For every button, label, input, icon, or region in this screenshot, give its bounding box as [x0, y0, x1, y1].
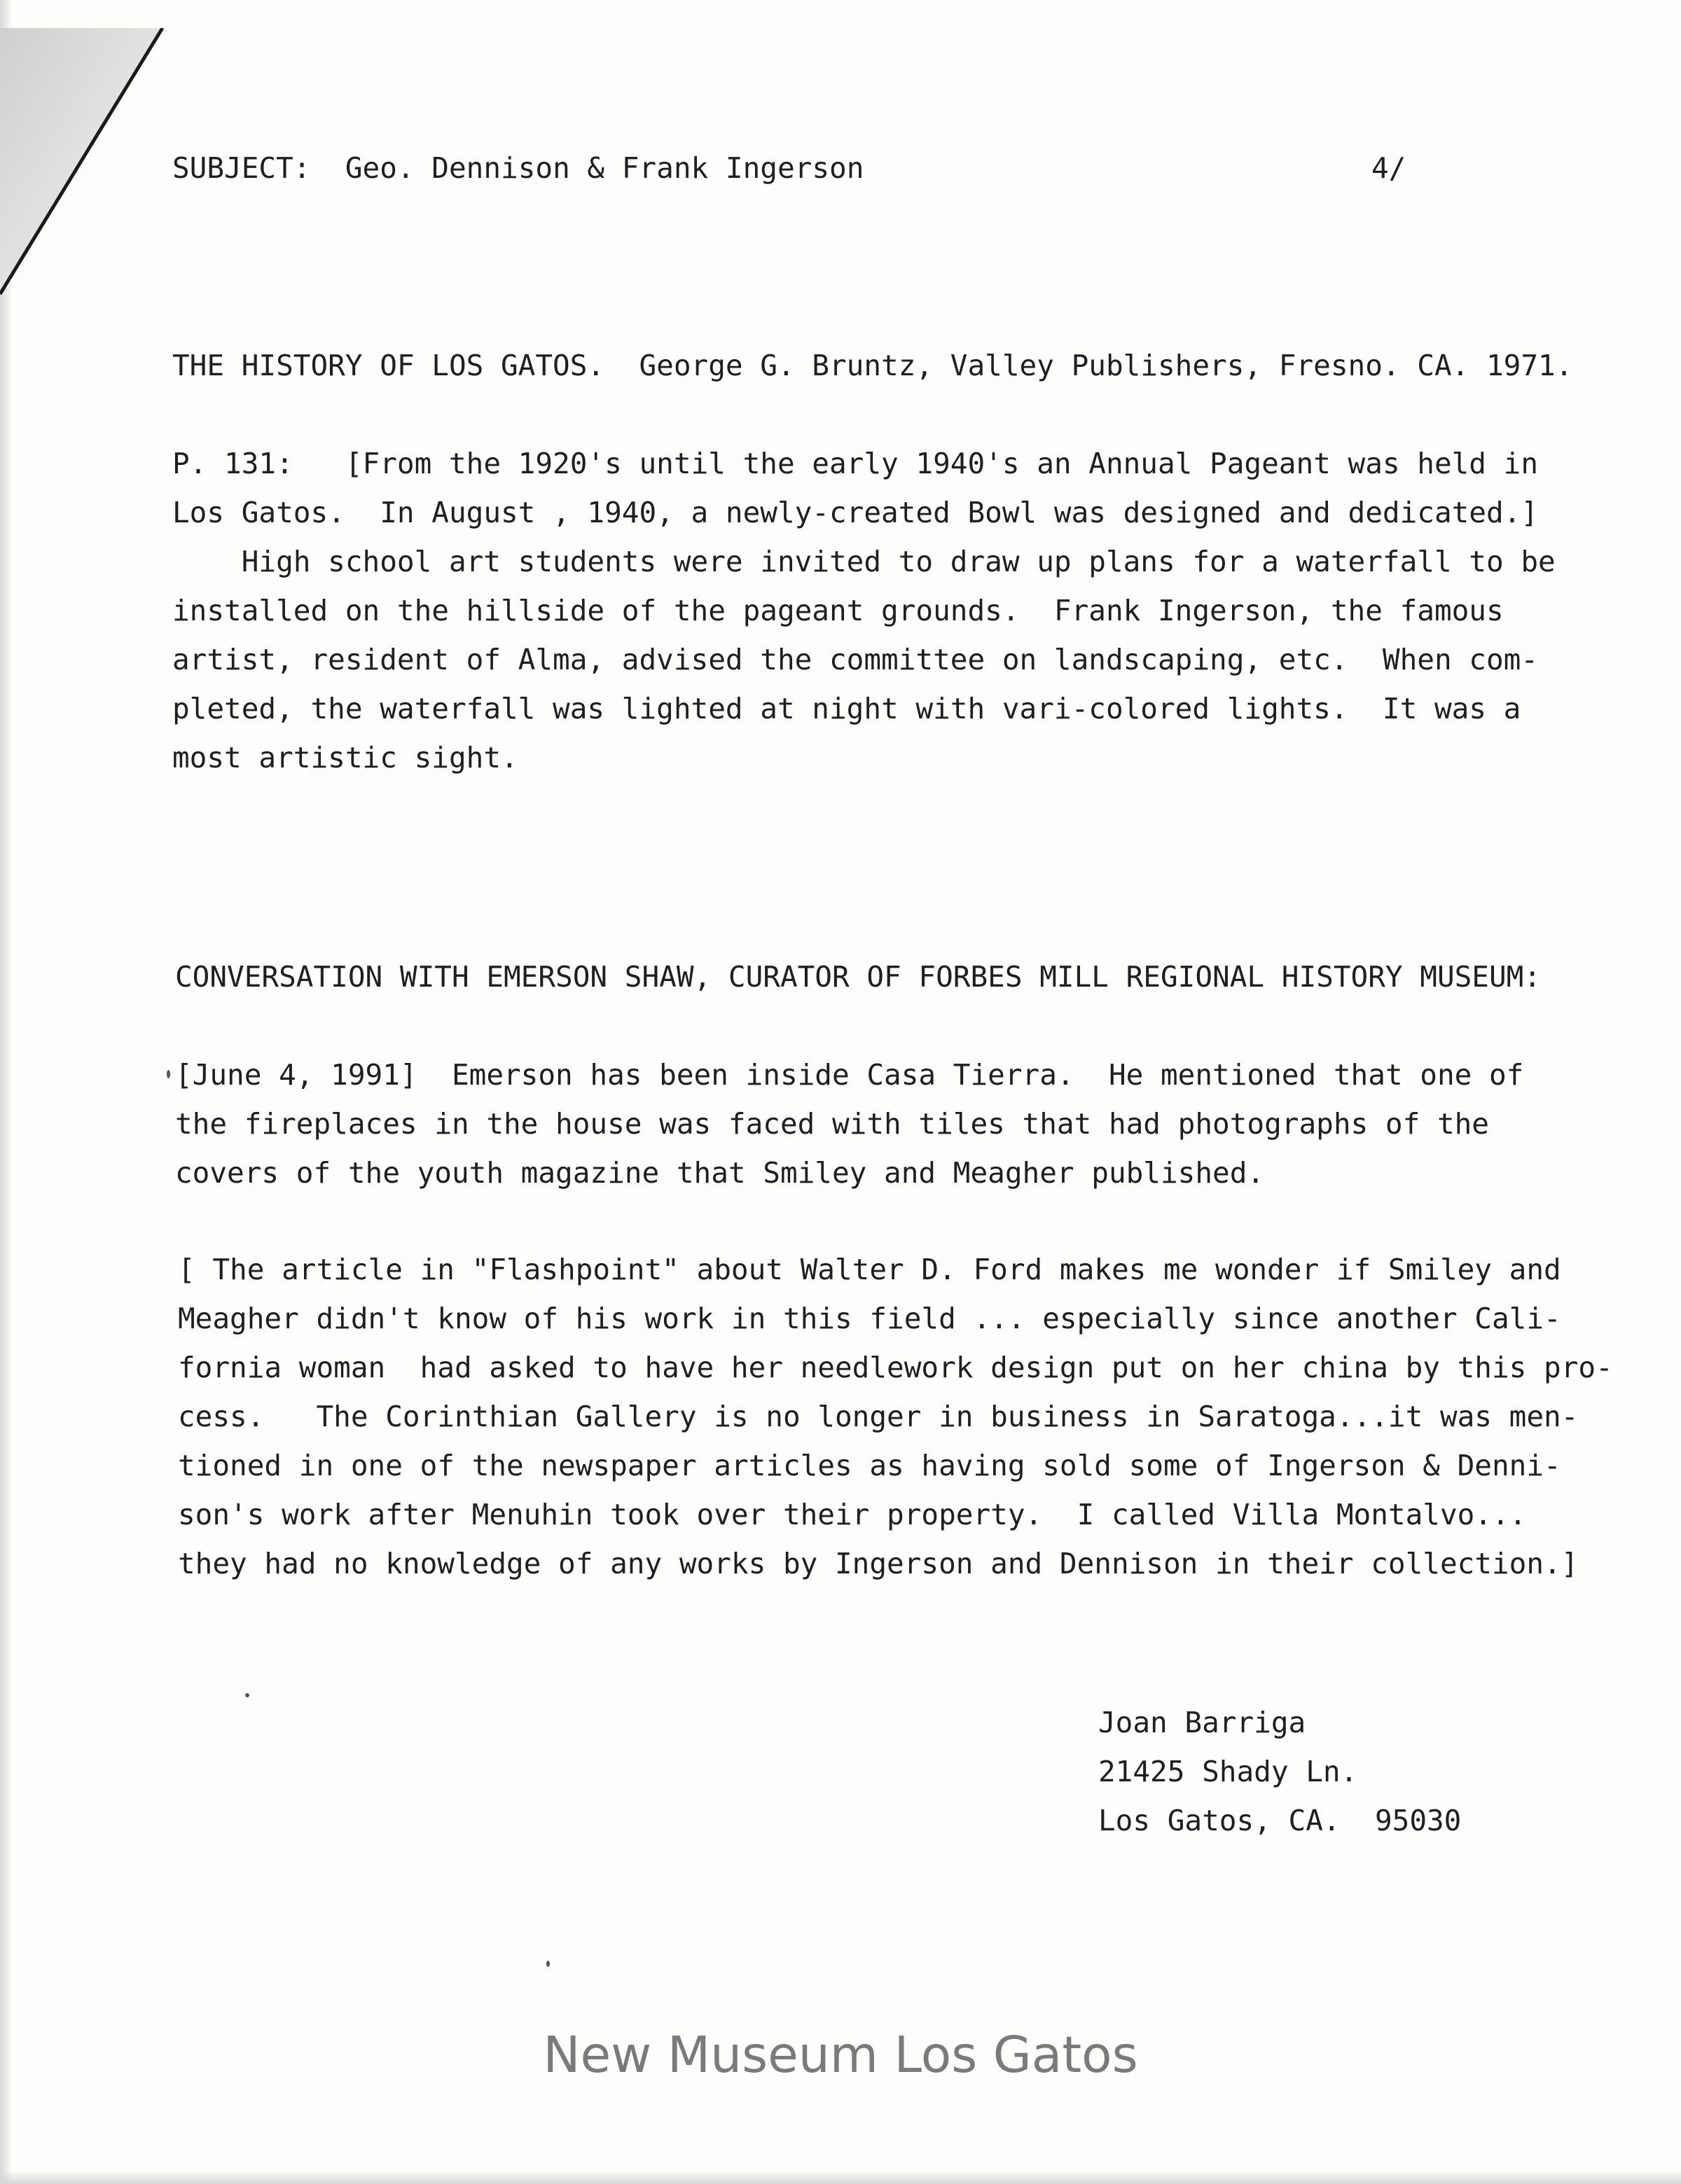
- subject-value: Geo. Dennison & Frank Ingerson: [345, 151, 864, 185]
- notes-line: [June 4, 1991] Emerson has been inside Casa Tierra. He mentioned that one of: [175, 1058, 1524, 1092]
- signature-street: 21425 Shady Ln.: [1098, 1755, 1358, 1788]
- bibliography-citation: THE HISTORY OF LOS GATOS. George G. Bruntz, Valley Publishers, Fresno. CA. 1971.: [172, 349, 1573, 382]
- article-line: [ The article in "Flashpoint" about Walter D. Ford makes me wonder if Smiley and: [178, 1253, 1561, 1286]
- notes-line: covers of the youth magazine that Smiley and Meagher published.: [175, 1156, 1265, 1190]
- article-line: Meagher didn't know of his work in this field ... especially since another Cali-: [178, 1302, 1561, 1335]
- article-line: they had no knowledge of any works by Ingerson and Dennison in their collection.]: [178, 1547, 1579, 1580]
- article-line: cess. The Corinthian Gallery is no longer in business in Saratoga...it was men-: [178, 1400, 1579, 1433]
- signature-name: Joan Barriga: [1098, 1706, 1306, 1739]
- excerpt-line: High school art students were invited to draw up plans for a waterfall to be: [172, 545, 1556, 578]
- paper-speck: [167, 1070, 170, 1078]
- page-bottom-shadow: [0, 2171, 1681, 2184]
- page-number: 4/: [1371, 151, 1406, 185]
- notes-line: the fireplaces in the house was faced with tiles that had photographs of the: [175, 1107, 1489, 1141]
- excerpt-line: most artistic sight.: [172, 741, 518, 774]
- signature-block: [1098, 1698, 1519, 1845]
- conversation-notes: [175, 1050, 1548, 1197]
- paper-speck: [245, 1693, 249, 1697]
- article-line: son's work after Menuhin took over their property. I called Villa Montalvo...: [178, 1498, 1527, 1531]
- p131-excerpt: [172, 439, 1559, 782]
- article-line: tioned in one of the newspaper articles as having sold some of Ingerson & Denni-: [178, 1449, 1561, 1482]
- excerpt-line: pleted, the waterfall was lighted at night with vari-colored lights. It was a: [172, 692, 1521, 725]
- article-paragraph: [178, 1245, 1613, 1588]
- excerpt-line: P. 131: [From the 1920's until the early 1940's an Annual Pageant was held in: [172, 447, 1539, 480]
- page-left-shadow: [0, 0, 13, 2184]
- paper-speck: [546, 1961, 550, 1967]
- article-line: fornia woman had asked to have her needlework design put on her china by this pro-: [178, 1351, 1613, 1384]
- excerpt-line: Los Gatos. In August , 1940, a newly-created Bowl was designed and dedicated.]: [172, 496, 1539, 529]
- excerpt-line: artist, resident of Alma, advised the committee on landscaping, etc. When com-: [172, 643, 1539, 676]
- conversation-heading: CONVERSATION WITH EMERSON SHAW, CURATOR OF FORBES MILL REGIONAL HISTORY MUSEUM:: [175, 960, 1542, 994]
- subject-line: [172, 144, 1433, 193]
- excerpt-line: installed on the hillside of the pageant grounds. Frank Ingerson, the famous: [172, 594, 1504, 627]
- subject-label: SUBJECT:: [172, 151, 311, 185]
- museum-watermark: New Museum Los Gatos: [543, 2026, 1138, 2084]
- folded-corner: [0, 28, 168, 322]
- signature-city: Los Gatos, CA. 95030: [1098, 1804, 1462, 1837]
